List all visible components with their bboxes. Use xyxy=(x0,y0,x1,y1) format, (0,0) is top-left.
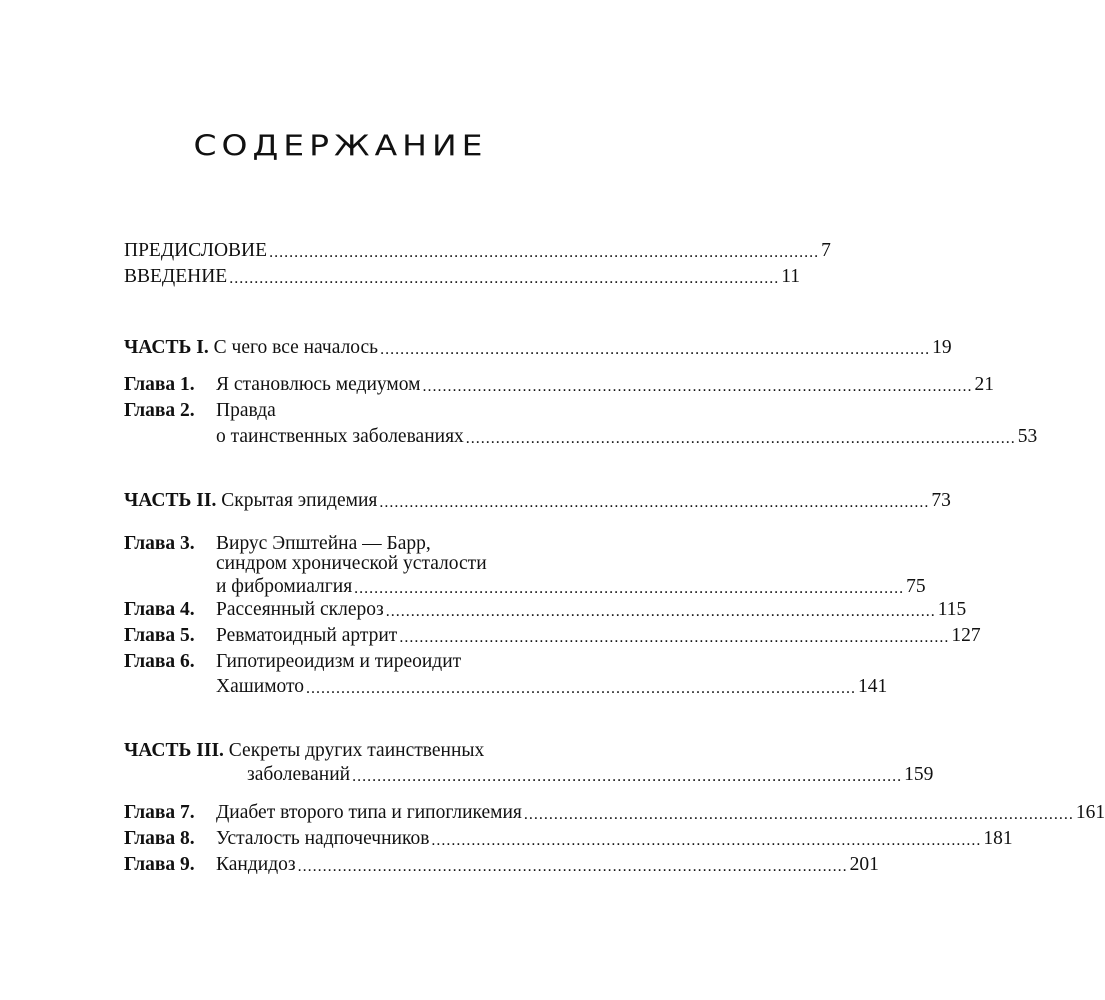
toc-chapter-9[interactable] xyxy=(124,852,879,878)
dot-leader: .............................................................................................................. xyxy=(352,768,903,785)
toc-chapter-7[interactable] xyxy=(124,800,1105,826)
chapter-title: Я становлюсь медиумом xyxy=(216,374,421,395)
toc-chapter-8[interactable] xyxy=(124,826,1013,852)
dot-leader: .............................................................................................................. xyxy=(385,603,936,620)
toc-part-2[interactable] xyxy=(124,488,951,514)
chapter-title: Диабет второго типа и гипогликемия xyxy=(216,802,522,823)
chapter-label: Глава 6. xyxy=(124,651,195,672)
dot-leader: .............................................................................................................. xyxy=(465,430,1016,447)
part-label: ЧАСТЬ I. xyxy=(124,337,209,358)
dot-leader: .............................................................................................................. xyxy=(269,244,820,261)
toc-chapter-5[interactable] xyxy=(124,623,981,649)
entry-page: 181 xyxy=(983,828,1013,849)
chapter-title-cont: Хашимото xyxy=(216,676,305,697)
entry-page: 159 xyxy=(904,764,934,785)
chapter-title: Ревматоидный артрит xyxy=(216,625,398,646)
part-label: ЧАСТЬ II. xyxy=(124,490,217,511)
toc-entry-introduction[interactable] xyxy=(124,264,800,290)
dot-leader: .............................................................................................................. xyxy=(380,341,931,358)
dot-leader: .............................................................................................................. xyxy=(354,580,905,597)
entry-page: 73 xyxy=(931,490,951,511)
chapter-label: Глава 5. xyxy=(124,625,195,646)
part-title: С чего все началось xyxy=(213,337,379,358)
dot-leader: .............................................................................................................. xyxy=(431,832,982,849)
entry-title: ПРЕДИСЛОВИЕ xyxy=(124,240,268,261)
chapter-label: Глава 9. xyxy=(124,854,195,875)
entry-page: 127 xyxy=(951,625,981,646)
chapter-label: Глава 2. xyxy=(124,400,195,421)
entry-page: 201 xyxy=(849,854,879,875)
dot-leader: .............................................................................................................. xyxy=(297,858,848,875)
chapter-title: Вирус Эпштейна — Барр, xyxy=(216,533,431,554)
entry-page: 19 xyxy=(932,337,952,358)
chapter-title: Рассеянный склероз xyxy=(216,599,384,620)
dot-leader: .............................................................................................................. xyxy=(306,680,857,697)
toc-entry-preface[interactable] xyxy=(124,238,831,264)
part-label: ЧАСТЬ III. xyxy=(124,740,224,761)
dot-leader: .............................................................................................................. xyxy=(399,629,950,646)
toc-chapter-6[interactable] xyxy=(216,674,888,700)
chapter-label: Глава 8. xyxy=(124,828,195,849)
page-title: СОДЕРЖАНИЕ xyxy=(193,128,488,163)
chapter-label: Глава 7. xyxy=(124,802,195,823)
chapter-title-cont: о таинственных заболеваниях xyxy=(216,426,464,447)
dot-leader: .............................................................................................................. xyxy=(523,806,1074,823)
chapter-label: Глава 3. xyxy=(124,533,195,554)
part-title: Скрытая эпидемия xyxy=(221,490,378,511)
toc-chapter-2[interactable] xyxy=(216,424,1038,450)
part-title-cont: заболеваний xyxy=(247,764,351,785)
dot-leader: .............................................................................................................. xyxy=(379,494,930,511)
toc-part-3[interactable] xyxy=(247,762,934,788)
entry-title: ВВЕДЕНИЕ xyxy=(124,266,228,287)
entry-page: 75 xyxy=(906,576,926,597)
chapter-label: Глава 4. xyxy=(124,599,195,620)
toc-chapter-6-line1[interactable] xyxy=(124,649,576,675)
entry-page: 11 xyxy=(781,266,800,287)
chapter-title: Кандидоз xyxy=(216,854,296,875)
dot-leader: .............................................................................................................. xyxy=(229,270,780,287)
entry-page: 53 xyxy=(1017,426,1038,447)
dot-leader: .............................................................................................................. xyxy=(422,378,973,395)
entry-page: 161 xyxy=(1075,802,1105,823)
chapter-title: Усталость надпочечников xyxy=(216,828,430,849)
chapter-title: Гипотиреоидизм и тиреоидит xyxy=(216,651,462,672)
entry-page: 7 xyxy=(821,240,831,261)
toc-chapter-2-line1[interactable] xyxy=(124,398,576,424)
toc-chapter-1[interactable] xyxy=(124,372,994,398)
entry-page: 141 xyxy=(858,676,888,697)
chapter-label: Глава 1. xyxy=(124,374,195,395)
chapter-title-cont: и фибромиалгия xyxy=(216,576,353,597)
entry-page: 21 xyxy=(974,374,994,395)
toc-part-3-line1[interactable] xyxy=(124,738,576,764)
part-title: Секреты других таинственных xyxy=(228,740,485,761)
chapter-title: Правда xyxy=(216,400,276,421)
chapter-title-cont: синдром хронической усталости xyxy=(216,553,487,574)
entry-page: 115 xyxy=(937,599,967,620)
toc-part-1[interactable] xyxy=(124,335,952,361)
toc-chapter-4[interactable] xyxy=(124,597,967,623)
